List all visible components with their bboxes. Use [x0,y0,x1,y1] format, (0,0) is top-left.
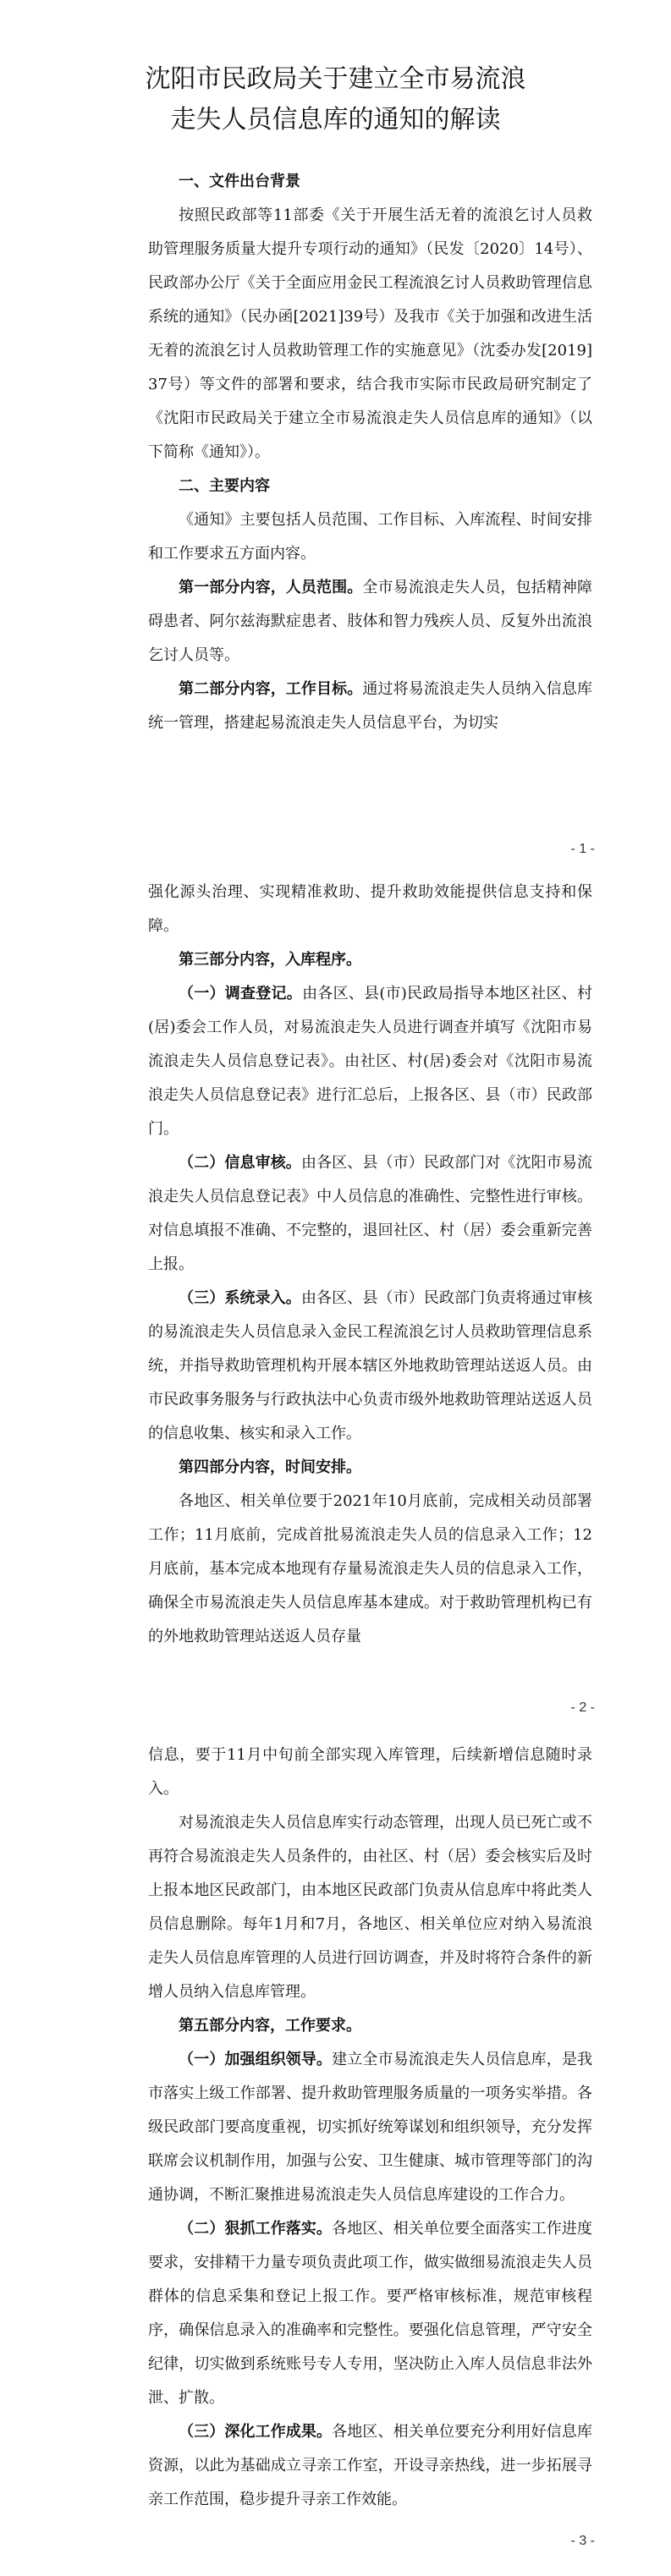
page-3-body [148,1738,592,2517]
item-3-lead: （三）系统录入。 [179,1289,301,1307]
paragraph-main-intro: 《通知》主要包括人员范围、工作目标、入库流程、时间安排和工作要求五方面内容。 [148,511,592,563]
paragraph-continuation-2: 强化源头治理、实现精准救助、提升救助效能提供信息支持和保障。 [148,883,592,935]
page-number-1: - 1 - [570,842,595,856]
item-1-text: 由各区、县(市)民政局指导本地区社区、村(居)委会工作人员，对易流浪走失人员进行调查并填写《沈阳市易流浪走失人员信息登记表》。由社区、村(居)委会对《沈阳市易流浪走失人员信息登记表》进行汇总后，上报各区、县（市）民政部门。 [148,985,592,1138]
title-line-2: 走失人员信息库的通知的解读 [170,105,501,135]
part-2-lead: 第二部分内容，工作目标。 [179,680,363,698]
paragraph-background: 按照民政部等11部委《关于开展生活无着的流浪乞讨人员救助管理服务质量大提升专项行动的通知》（民发〔2020〕14号）、民政部办公厅《关于全面应用金民工程流浪乞讨人员救助管理信息系统的通知》（民办函[2021]39号）及我市《关于加强和改进生活无着的流浪乞讨人员救助管理工作的实施意见》（沈委办发[2019] 37号）等文件的部署和要求，结合我市实际市民政局研究制定了《沈阳市民政局关于建立全市易流浪走失人员信息库的通知》（以下简称《通知》）。 [148,206,592,461]
item-2-lead: （二）信息审核。 [179,1154,301,1172]
part-1-lead: 第一部分内容，人员范围。 [179,579,363,596]
page-2-body [148,876,592,1654]
item-1-lead: （一）调查登记。 [179,985,303,1002]
item-3-text: 由各区、县（市）民政部门负责将通过审核的易流浪走失人员信息录入金民工程流浪乞讨人员救助管理信息系统，并指导救助管理机构开展本辖区外地救助管理站送返人员。由市民政事务服务与行政执法中心负责市级外地救助管理站送返人员的信息收集、核实和录入工作。 [148,1289,593,1442]
item-2-text: 由各区、县（市）民政部门对《沈阳市易流浪走失人员信息登记表》中人员信息的准确性、完整性进行审核。对信息填报不准确、不完整的，退回社区、村（居）委会重新完善上报。 [148,1154,593,1273]
paragraph-part-3 [148,943,592,977]
part-3-lead: 第三部分内容，入库程序。 [179,951,361,969]
req-3-text: 各地区、相关单位要充分利用好信息库资源，以此为基础成立寻亲工作室，开设寻亲热线，进一步拓展寻亲工作范围，稳步提升寻亲工作效能。 [148,2423,593,2508]
part-4-lead: 第四部分内容，时间安排。 [179,1458,361,1476]
page-2 [0,859,671,1717]
title-line-1: 沈阳市民政局关于建立全市易流浪 [145,64,526,94]
paragraph-continuation-3: 信息，要于11月中旬前全部实现入库管理，后续新增信息随时录入。 [148,1746,592,1798]
page-1-body [148,165,592,740]
page-3 [0,1717,671,2576]
paragraph-item-3 [148,1282,592,1451]
paragraph-part-4-lead [148,1451,592,1485]
paragraph-req-2 [148,2212,592,2415]
paragraph-req-1 [148,2043,592,2212]
page-number-3: - 3 - [570,2534,595,2548]
paragraph-part-1 [148,571,592,673]
part-5-lead: 第五部分内容，工作要求。 [179,2017,361,2035]
req-1-lead: （一）加强组织领导。 [179,2051,333,2068]
req-2-text: 各地区、相关单位要全面落实工作进度要求，安排精干力量专项负责此项工作，做实做细易流浪走失人员群体的信息采集和登记上报工作。要严格审核标准，规范审核程序，确保信息录入的准确率和完整性。要强化信息管理，严守安全纪律，切实做到系统账号专人专用，坚决防止入库人员信息非法外泄、扩散。 [148,2220,593,2407]
paragraph-dynamic-management: 对易流浪走失人员信息库实行动态管理，出现人员已死亡或不再符合易流浪走失人员条件的，由社区、村（居）委会核实后及时上报本地区民政部门，由本地区民政部门负责从信息库中将此类人员信息删除。每年1月和7月，各地区、相关单位应对纳入易流浪走失人员信息库管理的人员进行回访调查，并及时将符合条件的新增人员纳入信息库管理。 [148,1814,592,2001]
req-1-text: 建立全市易流浪走失人员信息库，是我市落实上级工作部署、提升救助管理服务质量的一项务实举措。各级民政部门要高度重视，切实抓好统筹谋划和组织领导，充分发挥联席会议机制作用，加强与公安、卫生健康、城市管理等部门的沟通协调，不断汇聚推进易流浪走失人员信息库建设的工作合力。 [148,2051,593,2204]
part-2-text: 通过将易流浪走失人员纳入信息库统一管理，搭建起易流浪走失人员信息平台，为切实 [148,680,593,732]
page-1 [0,0,671,859]
paragraph-part-4: 各地区、相关单位要于2021年10月底前，完成相关动员部署工作；11月底前，完成首批易流浪走失人员的信息录入工作；12月底前，基本完成本地现有存量易流浪走失人员的信息录入工作，确保全市易流浪走失人员信息库基本建成。对于救助管理机构已有的外地救助管理站送返人员存量 [148,1492,592,1645]
req-3-lead: （三）深化工作成果。 [179,2423,333,2441]
paragraph-item-2 [148,1146,592,1282]
section-heading-background: 一、文件出台背景 [179,173,300,190]
req-2-lead: （二）狠抓工作落实。 [179,2220,333,2238]
paragraph-part-2 [148,673,592,740]
page-number-2: - 2 - [570,1700,595,1715]
part-1-text: 全市易流浪走失人员，包括精神障碍患者、阿尔兹海默症患者、肢体和智力残疾人员、反复外出流浪乞讨人员等。 [148,579,593,664]
paragraph-req-3 [148,2415,592,2517]
section-heading-main-content: 二、主要内容 [179,477,270,495]
paragraph-item-1 [148,977,592,1146]
paragraph-part-5 [148,2009,592,2043]
document-title [0,0,671,140]
